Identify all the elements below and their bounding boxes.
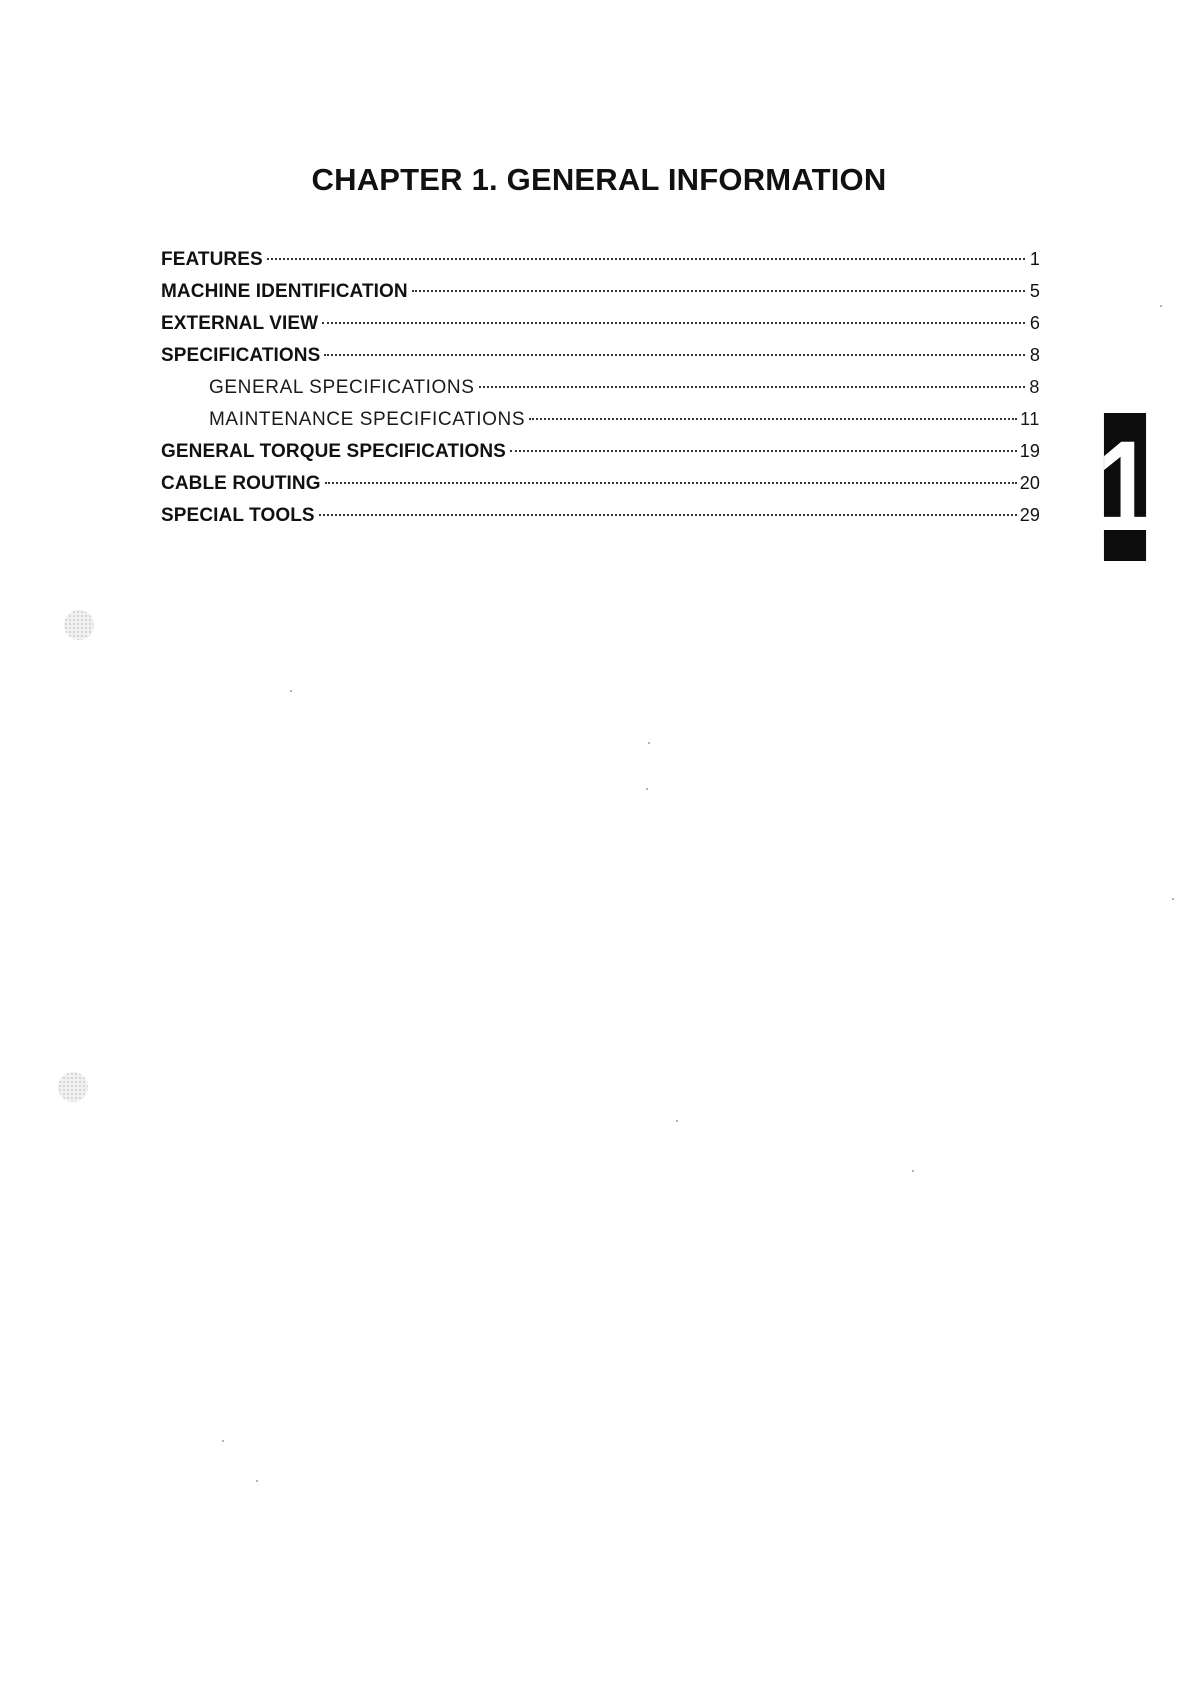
toc-entry-cable-routing[interactable] [161, 467, 1040, 499]
toc-entry-features[interactable] [161, 243, 1040, 275]
toc-entry-label: FEATURES [161, 249, 263, 270]
dot-leader [267, 258, 1025, 260]
scan-speck [646, 788, 648, 790]
toc-page-number: 19 [1019, 441, 1040, 461]
toc-entry-label: MACHINE IDENTIFICATION [161, 281, 408, 302]
toc-entry-label: GENERAL SPECIFICATIONS [209, 377, 475, 398]
dot-leader [479, 386, 1025, 388]
dot-leader [322, 322, 1025, 324]
scan-speck [1172, 898, 1174, 900]
scan-speck [290, 690, 292, 692]
toc-entry-label: EXTERNAL VIEW [161, 313, 319, 334]
dot-leader [324, 354, 1025, 356]
toc-entry-specifications[interactable] [161, 339, 1040, 371]
toc-page-number: 8 [1029, 345, 1040, 365]
dot-leader [510, 450, 1017, 452]
dot-leader [529, 418, 1017, 420]
toc-entry-general-specifications[interactable] [161, 371, 1040, 403]
scan-speck [222, 1440, 224, 1442]
dot-leader [325, 482, 1017, 484]
scan-speck [1160, 305, 1162, 307]
toc-entry-label: SPECIAL TOOLS [161, 505, 315, 526]
dot-leader [412, 290, 1025, 292]
toc-page-number: 29 [1019, 505, 1040, 525]
toc-page-number: 6 [1029, 313, 1040, 333]
scan-speck [912, 1170, 914, 1172]
scan-speck [256, 1480, 258, 1482]
toc-page-number: 8 [1029, 377, 1040, 397]
toc-entry-special-tools[interactable] [161, 499, 1040, 531]
scan-speck [648, 742, 650, 744]
toc-page-number: 5 [1029, 281, 1040, 301]
toc-page-number: 20 [1019, 473, 1040, 493]
binder-hole-top [64, 610, 94, 640]
binder-hole-bottom [58, 1072, 88, 1102]
table-of-contents [161, 243, 1040, 531]
toc-entry-maintenance-specifications[interactable] [161, 403, 1040, 435]
scan-speck [676, 1120, 678, 1122]
toc-entry-general-torque-specifications[interactable] [161, 435, 1040, 467]
toc-page-number: 1 [1029, 249, 1040, 269]
toc-entry-label: CABLE ROUTING [161, 473, 321, 494]
toc-entry-machine-identification[interactable] [161, 275, 1040, 307]
toc-entry-label: SPECIFICATIONS [161, 345, 321, 366]
toc-page-number: 11 [1020, 409, 1040, 429]
dot-leader [319, 514, 1017, 516]
chapter-tab: 1 [1104, 413, 1146, 561]
toc-entry-label: GENERAL TORQUE SPECIFICATIONS [161, 441, 506, 462]
page-title: CHAPTER 1. GENERAL INFORMATION [311, 162, 887, 197]
toc-entry-external-view[interactable] [161, 307, 1040, 339]
toc-entry-label: MAINTENANCE SPECIFICATIONS [209, 409, 526, 430]
